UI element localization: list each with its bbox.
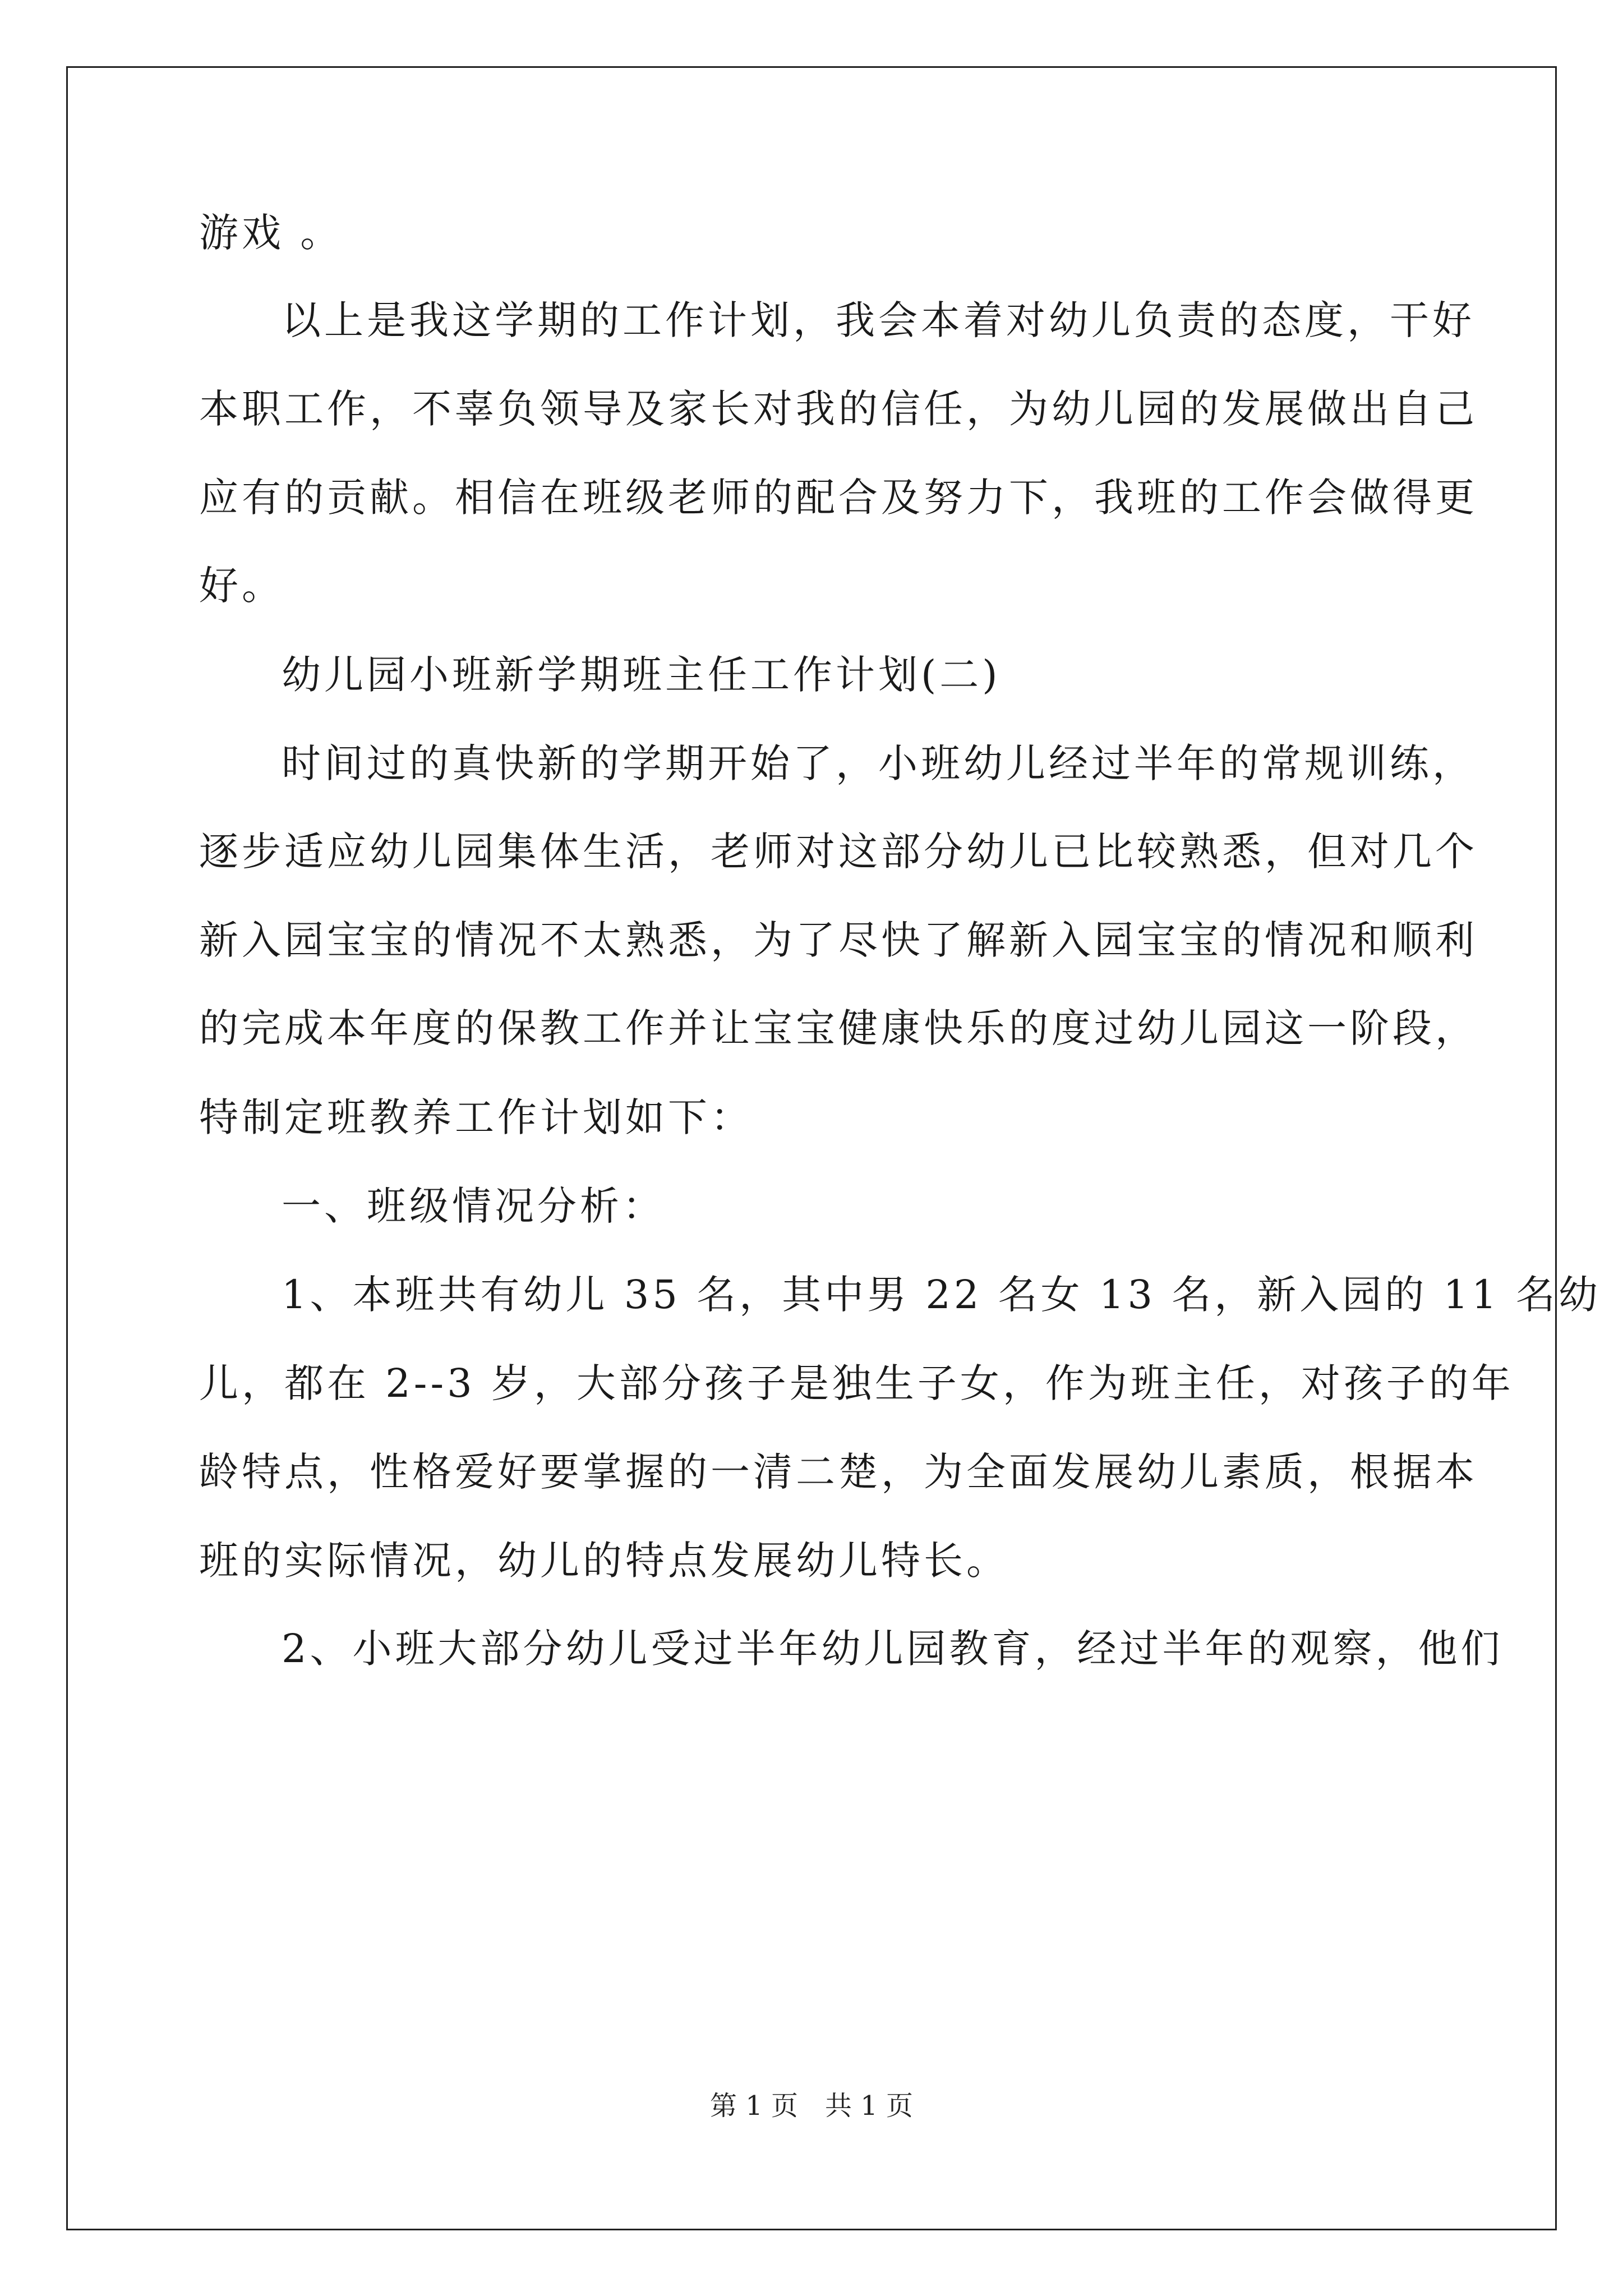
text-line: 好。: [199, 563, 284, 609]
text-line: 逐步适应幼儿园集体生活，老师对这部分幼儿已比较熟悉，但对几个: [199, 829, 1478, 875]
text-line: 时间过的真快新的学期开始了，小班幼儿经过半年的常规训练，: [282, 740, 1475, 786]
text-line: 儿，都在 2--3 岁，大部分孩子是独生子女，作为班主任，对孩子的年: [199, 1360, 1514, 1406]
text-line: 应有的贡献。相信在班级老师的配合及努力下，我班的工作会做得更: [199, 475, 1478, 521]
text-line: 新入园宝宝的情况不太熟悉，为了尽快了解新入园宝宝的情况和顺利: [199, 917, 1478, 963]
text-line: 班的实际情况，幼儿的特点发展幼儿特长。: [199, 1538, 1009, 1584]
section-title: 幼儿园小班新学期班主任工作计划(二): [282, 652, 1001, 698]
text-line: 特制定班教养工作计划如下：: [199, 1094, 753, 1140]
text-line: 以上是我这学期的工作计划，我会本着对幼儿负责的态度，干好: [282, 297, 1475, 343]
text-line: 本职工作，不辜负领导及家长对我的信任，为幼儿园的发展做出自己: [199, 386, 1478, 432]
text-line: 的完成本年度的保教工作并让宝宝健康快乐的度过幼儿园这一阶段，: [199, 1005, 1478, 1051]
text-line: 1、本班共有幼儿 35 名，其中男 22 名女 13 名，新入园的 11 名幼: [282, 1272, 1601, 1318]
page-number-footer: 第 1 页 共 1 页: [709, 2090, 914, 2122]
section-heading: 一、班级情况分析：: [282, 1183, 665, 1229]
text-line: 游戏 。: [199, 210, 343, 256]
text-line: 龄特点，性格爱好要掌握的一清二楚，为全面发展幼儿素质，根据本: [199, 1449, 1478, 1495]
text-line: 2、小班大部分幼儿受过半年幼儿园教育，经过半年的观察，他们: [282, 1626, 1504, 1672]
